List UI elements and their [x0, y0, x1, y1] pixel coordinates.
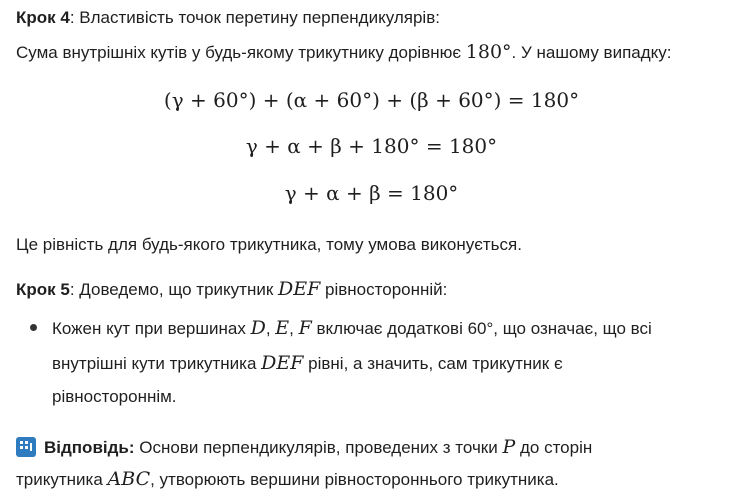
equality-note: Це рівність для будь-якого трикутника, тому умова виконується. — [16, 235, 522, 254]
answer-line2-after: , утворюють вершини рівностороннього трикутника. — [150, 470, 559, 489]
bullet-line1-after: включає додаткові 60°, що означає, що всі — [311, 319, 652, 338]
equation-2: γ + α + β + 180° = 180° — [245, 134, 498, 158]
step5-line — [16, 277, 447, 302]
bullet-triangle: DEF — [261, 352, 304, 374]
bullet-line2-after: рівні, а значить, сам трикутник є — [303, 354, 563, 373]
bullet-line-3: рівностороннім. — [52, 387, 177, 406]
answer-line-2 — [16, 467, 559, 492]
step4-text: : Властивість точок перетину перпендикулярів: — [69, 8, 440, 27]
bullet-line-2 — [52, 351, 732, 376]
answer-label: Відповідь: — [44, 438, 135, 457]
sum-line-value: 180° — [465, 41, 512, 63]
sum-line-suffix: . У нашому випадку: — [511, 43, 672, 62]
equation-1: (γ + 60°) + (α + 60°) + (β + 60°) = 180° — [163, 88, 580, 112]
bullet-line1-before: Кожен кут при вершинах — [52, 319, 251, 338]
answer-line2-before: трикутника — [16, 470, 108, 489]
vertex-e: E — [275, 317, 290, 339]
step4-line — [16, 6, 440, 30]
answer-point: P — [502, 436, 516, 458]
step5-text-after: рівносторонній: — [320, 280, 448, 299]
answer-triangle: ABC — [107, 468, 151, 490]
numbers-icon — [16, 437, 36, 457]
step5-text-before: : Доведемо, що трикутник — [69, 280, 279, 299]
bullet-line-1 — [52, 316, 732, 341]
answer-line1-after: до сторін — [515, 438, 593, 457]
sum-line-text: Сума внутрішніх кутів у будь-якому трикутнику дорівнює — [16, 43, 466, 62]
vertex-f: F — [298, 317, 312, 339]
answer-line1-before: Основи перпендикулярів, проведених з точки — [134, 438, 503, 457]
step4-label: Крок 4 — [16, 8, 70, 27]
bullet-line2-before: внутрішні кути трикутника — [52, 354, 262, 373]
step5-triangle: DEF — [278, 278, 321, 300]
sum-line — [16, 40, 672, 65]
vertex-d: D — [250, 317, 266, 339]
step5-label: Крок 5 — [16, 280, 70, 299]
bullet-dot — [30, 324, 37, 331]
bullet-sep2: , — [289, 319, 299, 338]
answer-line-1 — [44, 435, 592, 460]
equation-3: γ + α + β = 180° — [284, 181, 459, 205]
bullet-sep1: , — [265, 319, 276, 338]
